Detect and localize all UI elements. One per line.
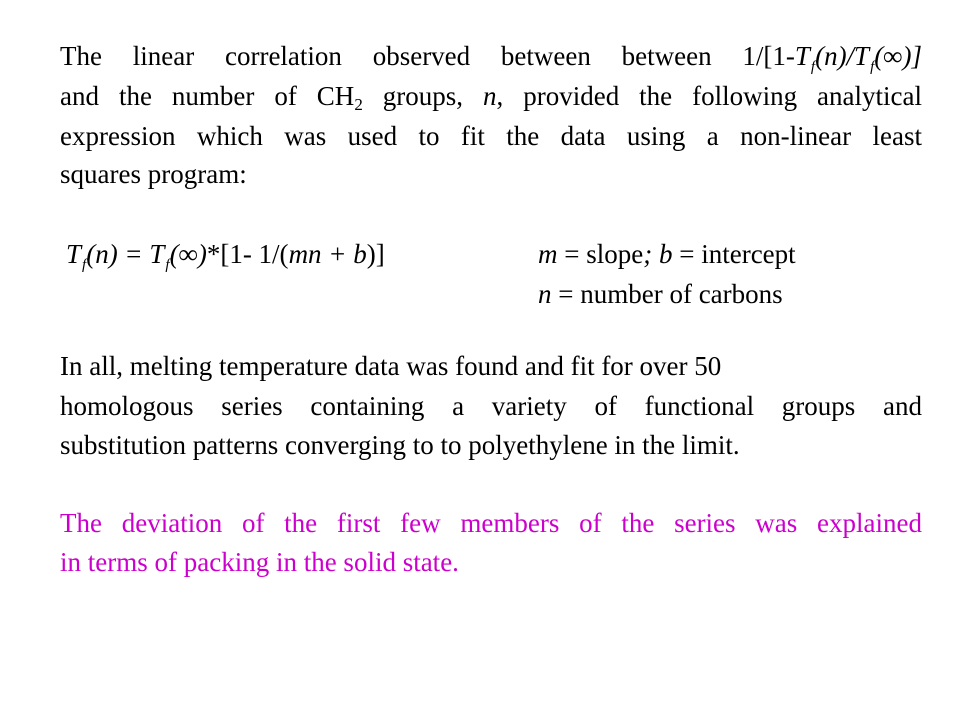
formula-text: )] — [366, 239, 385, 269]
formula — [66, 238, 385, 273]
intro-text: groups, — [382, 81, 464, 111]
formula-symbol: (∞) — [169, 239, 207, 269]
n-definition — [538, 278, 783, 310]
tf-subscript: f — [870, 59, 875, 75]
formula-symbol: T — [66, 239, 82, 269]
intro-text: The linear correlation observed between between 1/[1- — [60, 41, 795, 71]
n-variable: n — [538, 279, 552, 309]
slope-definition — [538, 238, 796, 270]
summary-line-3: substitution patterns converging to to polyethylene in the limit. — [60, 430, 740, 460]
intro-text: , provided the following analytical — [496, 81, 923, 111]
definition-text: = number of carbons — [551, 279, 783, 309]
tf-infinity: (∞)] — [874, 41, 922, 71]
tf-symbol: T — [794, 41, 810, 71]
intro-line-3: expression which was used to fit the data using a non-linear least — [60, 121, 922, 151]
intro-line-1 — [60, 40, 922, 75]
ch2-subscript: 2 — [354, 95, 363, 114]
summary-line-2: homologous series containing a variety of functional groups and — [60, 391, 922, 421]
highlight-line-1: The deviation of the first few members of the series was explained — [60, 508, 922, 538]
definition-text: ; — [643, 239, 659, 269]
formula-symbol: mn + b — [288, 239, 367, 269]
summary-line-1: In all, melting temperature data was found and fit for over 50 — [60, 351, 722, 381]
tf-subscript: f — [810, 59, 816, 75]
intro-text: and the number of CH — [60, 81, 355, 111]
formula-text: *[1- 1/( — [206, 239, 289, 269]
intro-line-4: squares program: — [60, 159, 247, 189]
definition-text: = slope — [557, 239, 644, 269]
n-variable: n — [483, 81, 497, 111]
tf-n-ratio: (n)/T — [815, 41, 870, 71]
m-variable: m — [538, 239, 558, 269]
highlight-line-2: in terms of packing in the solid state. — [60, 547, 459, 577]
definition-text: = intercept — [672, 239, 796, 269]
intro-line-2 — [60, 80, 922, 112]
formula-subscript: f — [165, 257, 170, 273]
formula-subscript: f — [82, 257, 87, 273]
formula-symbol: (n) = T — [86, 239, 165, 269]
b-variable: b — [658, 239, 673, 269]
